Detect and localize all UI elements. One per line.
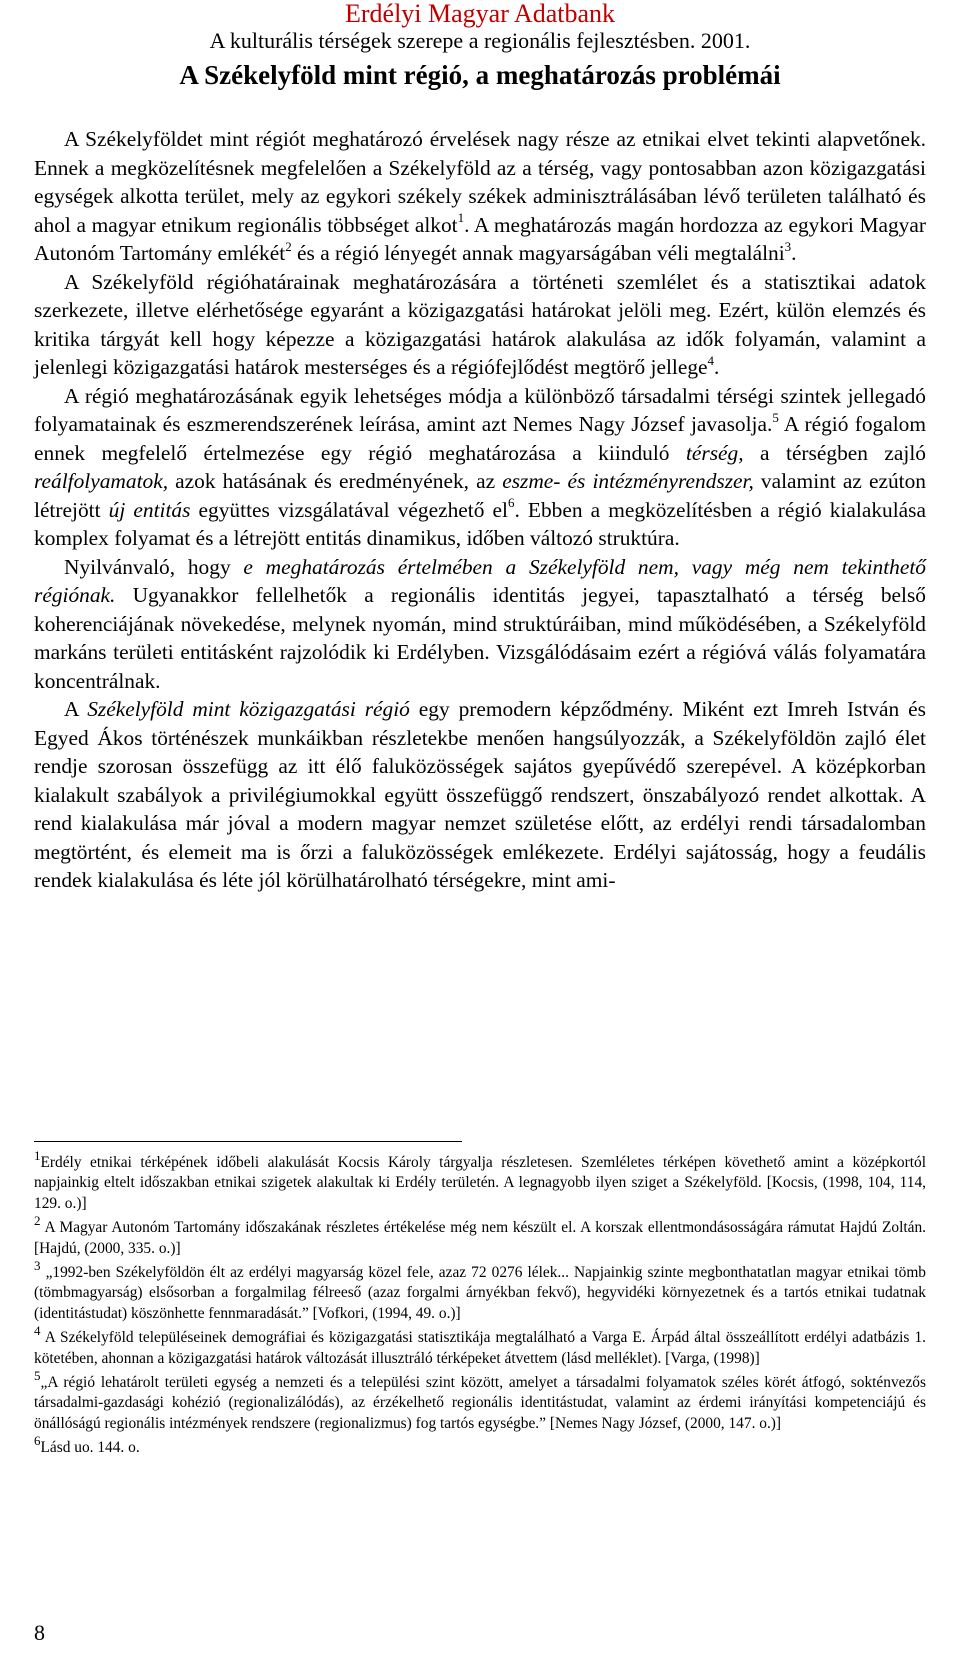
- footnote-ref[interactable]: 5: [772, 409, 779, 425]
- footnote-ref[interactable]: 6: [507, 495, 515, 511]
- footnote: $^5$„A régió lehatárolt területi egység a nemzeti és a települési szint között, amelyet a társadalmi folyamatok széles körét átfogó, sokténvezős társadalmi-gazdasági kohézió (regionalizálódás), az érzékelhető regionális identitástudat, valamint az érdemi irányítási kompetenciájú és önállóságú regionális intézmények rendszere (regionalizmus) fog tartós egységbe.” [Nemes Nagy József, (2000, 147. o.)]: [34, 1367, 926, 1432]
- footnote-number: 2: [34, 1213, 41, 1229]
- footnote: $^6$Lásd uo. 144. o.: [34, 1433, 140, 1457]
- footnote-number: 4: [34, 1323, 41, 1339]
- paragraph: Nyilvánvaló, hogy e meghatározás értelmében a Székelyföld nem, vagy még nem tekinthető régiónak. Ugyanakkor fellelhetők a regionális identitás jegyei, tapasztalható a térség belső koherenciájának növekedése, melynek nyomán, mind struktúráiban, mind működésében, a Székelyföld markáns területi entitásként rajzolódik ki Erdélyben. Vizsgálódásaim ezért a régióvá válás folyamatára koncentrálnak.: [34, 554, 926, 693]
- footnote-ref[interactable]: 3: [784, 238, 792, 254]
- article-body: [34, 125, 926, 895]
- footnote-number: 6: [34, 1433, 41, 1449]
- footnote-ref[interactable]: 4: [707, 352, 715, 368]
- footnote: $^3$ „1992-ben Székelyföldön élt az erdélyi magyarság közel fele, azaz 72 0276 lélek... Napjainkig szinte megbonthatatlan magyar etnikai tömb (tömbmagyarság) elsősorban a forgalmilag félreeső (azaz forgalmi árnyékban fekvő), hegyvidéki környezetnek és a tartós etnikai tudatnak (identitástudat) köszönhette fennmaradását.” [Vofkori, (1994, 49. o.)]: [34, 1257, 926, 1322]
- footnote: $^4$ A Székelyföld településeinek demográfiai és közigazgatási statisztikája megtalálható a Varga E. Árpád által összeállított erdélyi adatbázis 1. kötetében, ahonnan a közigazgatási határok változását illusztráló térképeket átvettem (lásd melléklet). [Varga, (1998)]: [34, 1323, 926, 1367]
- paragraph: A Székelyföld mint közigazgatási régió egy premodern képződmény. Miként ezt Imreh István és Egyed Ákos történészek munkáikban részletekbe menően hangsúlyozzák, a Székelyföldön zajló élet rendje szorosan összefügg az itt élő faluközösségek sajátos gyepűvédő szerepével. A középkorban kialakult szabályok a privilégiumokkal együtt összefüggő rendszert, önszabályozó rendet alkottak. A rend kialakulása már jóval a modern magyar nemzet születése előtt, az erdélyi rendi társadalomban megtörtént, és elemeit ma is őrzi a faluközösségek emlékezete. Erdélyi sajátosság, hogy a feudális rendek kialakulása és léte jól körülhatárolható térségekre, mint ami-: [34, 697, 926, 892]
- footnote: $^1$Erdély etnikai térképének időbeli alakulását Kocsis Károly tárgyalja részletesen. Szemléletes térképen követhető amint a középkortól napjainkig eltelt időszakban etnikai szigetek alakultak ki Erdély területén. A legnagyobb ilyen sziget a Székelyföld. [Kocsis, (1998, 104, 114, 129. o.)]: [34, 1147, 926, 1212]
- footnotes: [34, 1141, 926, 1463]
- footnote-number: 3: [34, 1257, 41, 1273]
- footnote-ref[interactable]: 2: [285, 238, 292, 254]
- publication-subtitle: A kulturális térségek szerepe a regionális fejlesztésben. 2001.: [209, 28, 751, 53]
- paragraph: A régió meghatározásának egyik lehetséges módja a különböző társadalmi térségi szintek jellegadó folyamatainak és eszmerendszerének leírása, amint azt Nemes Nagy József javasolja.$^5$ A régió fogalom ennek megfelelő értelmezése egy régió meghatározása a kiinduló térség, a térségben zajló reálfolyamatok, azok hatásának és eredményének, az eszme- és intézményrendszer, valamint az ezúton létrejött új entitás együttes vizsgálatával végezhető $el^6$. Ebben a megközelítésben a régió kialakulása komplex folyamat és a létrejött entitás dinamikus, időben változó struktúra.: [34, 383, 926, 550]
- paragraph: A Székelyföldet mint régiót meghatározó érvelések nagy része az etnikai elvet tekinti alapvetőnek. Ennek a megközelítésnek megfelelően a Székelyföld az a térség, vagy pontosabban azon közigazgatási egységek alkotta terület, mely az egykori székely székek adminisztrálásában lévő területen található és ahol a magyar etnikum regionális többséget alkot$^1$. A meghatározás magán hordozza az egykori Magyar Autonóm Tartomány emlékét$^2$ és a régió lényegét annak magyarságában véli megtalálni$^3$.: [34, 127, 926, 265]
- paragraph: A Székelyföld régióhatárainak meghatározására a történeti szemlélet és a statisztikai adatok szerkezete, illetve elérhetősége egyaránt a közigazgatási határokat jelöli meg. Ezért, külön elemzés és kritika tárgyát kell hogy képezze a közigazgatási határok alakulása az idők folyamán, valamint a jelenlegi közigazgatási határok mesterséges és a régiófejlődést megtörő jellege$^4$.: [34, 269, 926, 379]
- footnote-number: 1: [34, 1147, 41, 1163]
- article-title: A Székelyföld mint régió, a meghatározás problémái: [179, 60, 781, 90]
- footnote-divider: [34, 1141, 462, 1142]
- page-header: [34, 0, 926, 93]
- site-title[interactable]: Erdélyi Magyar Adatbank: [344, 0, 616, 28]
- page-number: 8: [34, 1620, 45, 1645]
- footnote-number: 5: [34, 1367, 41, 1383]
- footnote-ref[interactable]: 1: [457, 210, 465, 226]
- footnote: $^2$ A Magyar Autonóm Tartomány időszakának részletes értékelése még nem készült el. A korszak ellentmondásosságára rámutat Hajdú Zoltán. [Hajdú, (2000, 335. o.)]: [34, 1213, 926, 1257]
